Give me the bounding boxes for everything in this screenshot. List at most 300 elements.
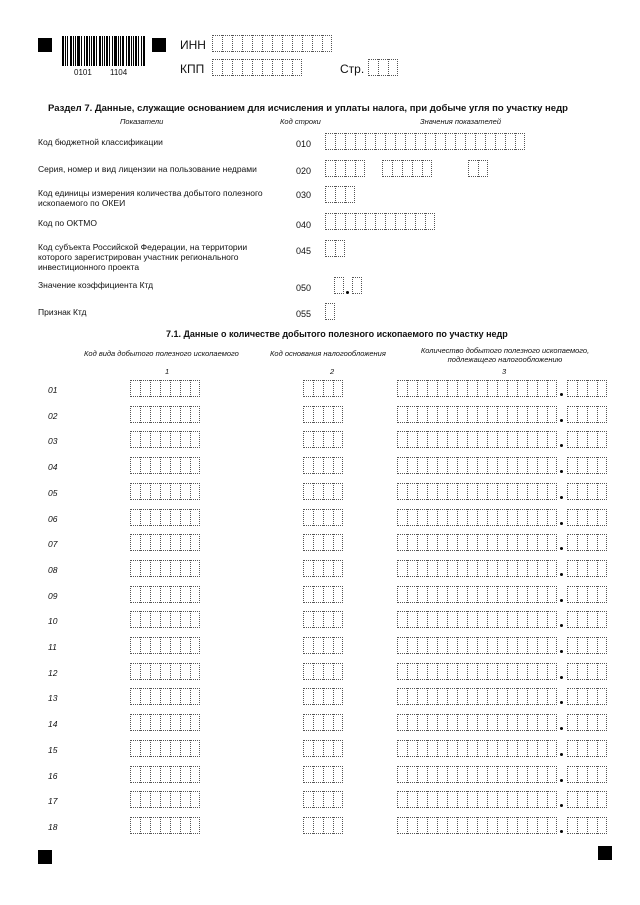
input-cell[interactable] [130,560,140,577]
input-cell[interactable] [190,586,200,603]
input-cell[interactable] [587,740,597,757]
tax-basis-code-input[interactable] [303,431,343,448]
input-cell[interactable] [547,766,557,783]
input-cell[interactable] [333,380,343,397]
input-cell[interactable] [397,663,407,680]
input-cell[interactable] [333,817,343,834]
input-cell[interactable] [160,431,170,448]
input-cell[interactable] [355,213,365,230]
input-cell[interactable] [395,213,405,230]
tax-basis-code-input[interactable] [303,740,343,757]
input-cell[interactable] [467,380,477,397]
input-cell[interactable] [323,380,333,397]
input-cell[interactable] [487,817,497,834]
input-cell[interactable] [427,714,437,731]
input-cell[interactable] [190,406,200,423]
input-cell[interactable] [160,534,170,551]
input-cell[interactable] [507,431,517,448]
input-cell[interactable] [385,133,395,150]
input-cell[interactable] [160,509,170,526]
input-cell[interactable] [378,59,388,76]
input-cell[interactable] [447,766,457,783]
input-cell[interactable] [437,714,447,731]
input-cell[interactable] [567,688,577,705]
input-cell[interactable] [437,483,447,500]
input-cell[interactable] [567,431,577,448]
input-cell[interactable] [397,817,407,834]
input-cell[interactable] [222,59,232,76]
input-cell[interactable] [487,611,497,628]
input-cell[interactable] [447,740,457,757]
input-cell[interactable] [487,534,497,551]
input-cell[interactable] [395,133,405,150]
input-cell[interactable] [212,59,222,76]
input-cell[interactable] [333,586,343,603]
input-cell[interactable] [435,133,445,150]
input-cell[interactable] [313,406,323,423]
input-cell[interactable] [437,586,447,603]
input-cell[interactable] [262,59,272,76]
input-cell[interactable] [397,560,407,577]
input-cell[interactable] [303,457,313,474]
input-cell[interactable] [407,586,417,603]
input-cell[interactable] [334,277,344,294]
input-cell[interactable] [507,663,517,680]
input-cell[interactable] [323,663,333,680]
input-cell[interactable] [262,35,272,52]
input-cell[interactable] [252,59,262,76]
input-cell[interactable] [427,791,437,808]
input-cell[interactable] [252,35,262,52]
input-cell[interactable] [517,509,527,526]
input-cell[interactable] [313,534,323,551]
input-cell[interactable] [345,213,355,230]
mineral-type-code-input[interactable] [130,586,200,603]
input-cell[interactable] [487,406,497,423]
input-cell[interactable] [170,766,180,783]
input-cell[interactable] [170,586,180,603]
input-cell[interactable] [140,791,150,808]
input-cell[interactable] [335,240,345,257]
input-cell[interactable] [130,380,140,397]
quantity-integer-input[interactable] [397,791,557,808]
input-cell[interactable] [477,791,487,808]
input-cell[interactable] [232,59,242,76]
input-cell[interactable] [497,586,507,603]
input-cell[interactable] [407,406,417,423]
tax-basis-code-input[interactable] [303,688,343,705]
input-cell[interactable] [517,766,527,783]
ktd-flag-input[interactable] [325,303,335,320]
input-cell[interactable] [547,586,557,603]
input-cell[interactable] [547,688,557,705]
license-number-input[interactable] [382,160,432,177]
input-cell[interactable] [397,431,407,448]
input-cell[interactable] [507,586,517,603]
input-cell[interactable] [190,688,200,705]
input-cell[interactable] [467,560,477,577]
input-cell[interactable] [517,663,527,680]
input-cell[interactable] [547,560,557,577]
input-cell[interactable] [407,380,417,397]
input-cell[interactable] [150,560,160,577]
input-cell[interactable] [447,560,457,577]
input-cell[interactable] [577,688,587,705]
tax-basis-code-input[interactable] [303,509,343,526]
input-cell[interactable] [180,509,190,526]
input-cell[interactable] [170,380,180,397]
input-cell[interactable] [447,431,457,448]
input-cell[interactable] [397,611,407,628]
input-cell[interactable] [477,714,487,731]
input-cell[interactable] [477,688,487,705]
input-cell[interactable] [517,431,527,448]
input-cell[interactable] [577,791,587,808]
input-cell[interactable] [467,791,477,808]
input-cell[interactable] [547,380,557,397]
input-cell[interactable] [457,431,467,448]
input-cell[interactable] [190,663,200,680]
input-cell[interactable] [417,714,427,731]
input-cell[interactable] [425,213,435,230]
input-cell[interactable] [507,406,517,423]
input-cell[interactable] [355,160,365,177]
input-cell[interactable] [180,714,190,731]
input-cell[interactable] [537,817,547,834]
input-cell[interactable] [477,663,487,680]
input-cell[interactable] [303,431,313,448]
input-cell[interactable] [407,509,417,526]
input-cell[interactable] [397,791,407,808]
input-cell[interactable] [427,431,437,448]
input-cell[interactable] [577,714,587,731]
input-cell[interactable] [487,380,497,397]
input-cell[interactable] [597,406,607,423]
input-cell[interactable] [447,380,457,397]
input-cell[interactable] [375,133,385,150]
input-cell[interactable] [150,586,160,603]
mineral-type-code-input[interactable] [130,637,200,654]
input-cell[interactable] [457,663,467,680]
quantity-fraction-input[interactable] [567,766,607,783]
input-cell[interactable] [547,406,557,423]
input-cell[interactable] [507,817,517,834]
input-cell[interactable] [517,714,527,731]
input-cell[interactable] [507,611,517,628]
input-cell[interactable] [507,766,517,783]
region-code-input[interactable] [325,240,345,257]
input-cell[interactable] [457,380,467,397]
input-cell[interactable] [527,560,537,577]
input-cell[interactable] [417,380,427,397]
input-cell[interactable] [457,586,467,603]
input-cell[interactable] [477,817,487,834]
input-cell[interactable] [577,637,587,654]
input-cell[interactable] [497,663,507,680]
quantity-fraction-input[interactable] [567,714,607,731]
quantity-fraction-input[interactable] [567,534,607,551]
input-cell[interactable] [160,406,170,423]
input-cell[interactable] [597,611,607,628]
input-cell[interactable] [150,688,160,705]
mineral-type-code-input[interactable] [130,688,200,705]
input-cell[interactable] [457,766,467,783]
input-cell[interactable] [397,380,407,397]
input-cell[interactable] [140,688,150,705]
input-cell[interactable] [160,637,170,654]
tax-basis-code-input[interactable] [303,817,343,834]
input-cell[interactable] [170,791,180,808]
input-cell[interactable] [517,688,527,705]
input-cell[interactable] [497,431,507,448]
tax-basis-code-input[interactable] [303,663,343,680]
input-cell[interactable] [150,431,160,448]
input-cell[interactable] [130,483,140,500]
input-cell[interactable] [325,303,335,320]
input-cell[interactable] [325,133,335,150]
input-cell[interactable] [405,213,415,230]
input-cell[interactable] [303,740,313,757]
tax-basis-code-input[interactable] [303,560,343,577]
input-cell[interactable] [477,406,487,423]
input-cell[interactable] [468,160,478,177]
input-cell[interactable] [437,688,447,705]
input-cell[interactable] [170,740,180,757]
input-cell[interactable] [437,766,447,783]
quantity-fraction-input[interactable] [567,586,607,603]
input-cell[interactable] [587,483,597,500]
input-cell[interactable] [180,457,190,474]
input-cell[interactable] [180,740,190,757]
input-cell[interactable] [537,637,547,654]
inn-input[interactable] [212,35,332,52]
input-cell[interactable] [140,586,150,603]
input-cell[interactable] [385,213,395,230]
input-cell[interactable] [487,483,497,500]
tax-basis-code-input[interactable] [303,534,343,551]
input-cell[interactable] [130,637,140,654]
input-cell[interactable] [150,766,160,783]
input-cell[interactable] [130,431,140,448]
input-cell[interactable] [497,766,507,783]
input-cell[interactable] [447,714,457,731]
input-cell[interactable] [427,560,437,577]
input-cell[interactable] [427,586,437,603]
input-cell[interactable] [313,714,323,731]
input-cell[interactable] [537,380,547,397]
quantity-integer-input[interactable] [397,406,557,423]
input-cell[interactable] [170,611,180,628]
input-cell[interactable] [180,560,190,577]
input-cell[interactable] [597,509,607,526]
input-cell[interactable] [303,406,313,423]
input-cell[interactable] [180,817,190,834]
input-cell[interactable] [537,688,547,705]
input-cell[interactable] [190,509,200,526]
input-cell[interactable] [417,791,427,808]
input-cell[interactable] [397,688,407,705]
input-cell[interactable] [597,663,607,680]
input-cell[interactable] [397,509,407,526]
input-cell[interactable] [477,483,487,500]
input-cell[interactable] [477,637,487,654]
input-cell[interactable] [313,431,323,448]
input-cell[interactable] [313,509,323,526]
input-cell[interactable] [180,534,190,551]
input-cell[interactable] [427,663,437,680]
input-cell[interactable] [497,560,507,577]
input-cell[interactable] [140,431,150,448]
input-cell[interactable] [445,133,455,150]
input-cell[interactable] [355,133,365,150]
input-cell[interactable] [457,740,467,757]
input-cell[interactable] [577,406,587,423]
input-cell[interactable] [537,611,547,628]
input-cell[interactable] [232,35,242,52]
input-cell[interactable] [333,688,343,705]
input-cell[interactable] [170,688,180,705]
input-cell[interactable] [437,637,447,654]
input-cell[interactable] [313,380,323,397]
input-cell[interactable] [397,457,407,474]
input-cell[interactable] [507,534,517,551]
input-cell[interactable] [150,791,160,808]
quantity-integer-input[interactable] [397,483,557,500]
okei-input[interactable] [325,186,355,203]
input-cell[interactable] [587,791,597,808]
input-cell[interactable] [272,35,282,52]
input-cell[interactable] [537,431,547,448]
input-cell[interactable] [437,740,447,757]
input-cell[interactable] [333,740,343,757]
input-cell[interactable] [417,766,427,783]
input-cell[interactable] [497,406,507,423]
input-cell[interactable] [325,240,335,257]
input-cell[interactable] [160,714,170,731]
input-cell[interactable] [597,586,607,603]
tax-basis-code-input[interactable] [303,791,343,808]
input-cell[interactable] [313,817,323,834]
input-cell[interactable] [547,663,557,680]
input-cell[interactable] [323,560,333,577]
input-cell[interactable] [313,457,323,474]
input-cell[interactable] [292,59,302,76]
input-cell[interactable] [242,59,252,76]
mineral-type-code-input[interactable] [130,509,200,526]
input-cell[interactable] [335,186,345,203]
input-cell[interactable] [597,637,607,654]
input-cell[interactable] [417,663,427,680]
input-cell[interactable] [567,534,577,551]
input-cell[interactable] [437,431,447,448]
input-cell[interactable] [313,663,323,680]
input-cell[interactable] [323,791,333,808]
input-cell[interactable] [487,740,497,757]
input-cell[interactable] [567,663,577,680]
input-cell[interactable] [497,817,507,834]
input-cell[interactable] [397,406,407,423]
input-cell[interactable] [447,637,457,654]
mineral-type-code-input[interactable] [130,380,200,397]
input-cell[interactable] [140,457,150,474]
quantity-integer-input[interactable] [397,688,557,705]
kpp-input[interactable] [212,59,302,76]
quantity-fraction-input[interactable] [567,688,607,705]
input-cell[interactable] [407,560,417,577]
quantity-fraction-input[interactable] [567,663,607,680]
input-cell[interactable] [587,380,597,397]
input-cell[interactable] [427,766,437,783]
input-cell[interactable] [397,483,407,500]
input-cell[interactable] [567,483,577,500]
input-cell[interactable] [567,791,577,808]
input-cell[interactable] [170,457,180,474]
input-cell[interactable] [527,534,537,551]
input-cell[interactable] [587,406,597,423]
input-cell[interactable] [475,133,485,150]
input-cell[interactable] [150,740,160,757]
input-cell[interactable] [487,560,497,577]
input-cell[interactable] [170,406,180,423]
input-cell[interactable] [427,406,437,423]
tax-basis-code-input[interactable] [303,637,343,654]
input-cell[interactable] [577,663,587,680]
input-cell[interactable] [333,457,343,474]
input-cell[interactable] [160,791,170,808]
input-cell[interactable] [537,714,547,731]
oktmo-input[interactable] [325,213,435,230]
input-cell[interactable] [597,688,607,705]
input-cell[interactable] [303,509,313,526]
input-cell[interactable] [150,406,160,423]
input-cell[interactable] [180,611,190,628]
input-cell[interactable] [437,406,447,423]
input-cell[interactable] [160,560,170,577]
tax-basis-code-input[interactable] [303,611,343,628]
quantity-integer-input[interactable] [397,560,557,577]
tax-basis-code-input[interactable] [303,483,343,500]
input-cell[interactable] [140,560,150,577]
input-cell[interactable] [333,509,343,526]
input-cell[interactable] [507,380,517,397]
input-cell[interactable] [333,791,343,808]
input-cell[interactable] [335,213,345,230]
input-cell[interactable] [417,740,427,757]
input-cell[interactable] [527,380,537,397]
input-cell[interactable] [477,509,487,526]
quantity-integer-input[interactable] [397,534,557,551]
input-cell[interactable] [567,380,577,397]
input-cell[interactable] [333,431,343,448]
input-cell[interactable] [140,817,150,834]
input-cell[interactable] [323,611,333,628]
input-cell[interactable] [333,483,343,500]
input-cell[interactable] [477,586,487,603]
input-cell[interactable] [547,714,557,731]
input-cell[interactable] [477,431,487,448]
input-cell[interactable] [180,586,190,603]
input-cell[interactable] [577,380,587,397]
input-cell[interactable] [527,586,537,603]
input-cell[interactable] [407,791,417,808]
input-cell[interactable] [457,534,467,551]
input-cell[interactable] [303,637,313,654]
input-cell[interactable] [415,133,425,150]
input-cell[interactable] [487,586,497,603]
input-cell[interactable] [417,483,427,500]
input-cell[interactable] [515,133,525,150]
input-cell[interactable] [417,431,427,448]
